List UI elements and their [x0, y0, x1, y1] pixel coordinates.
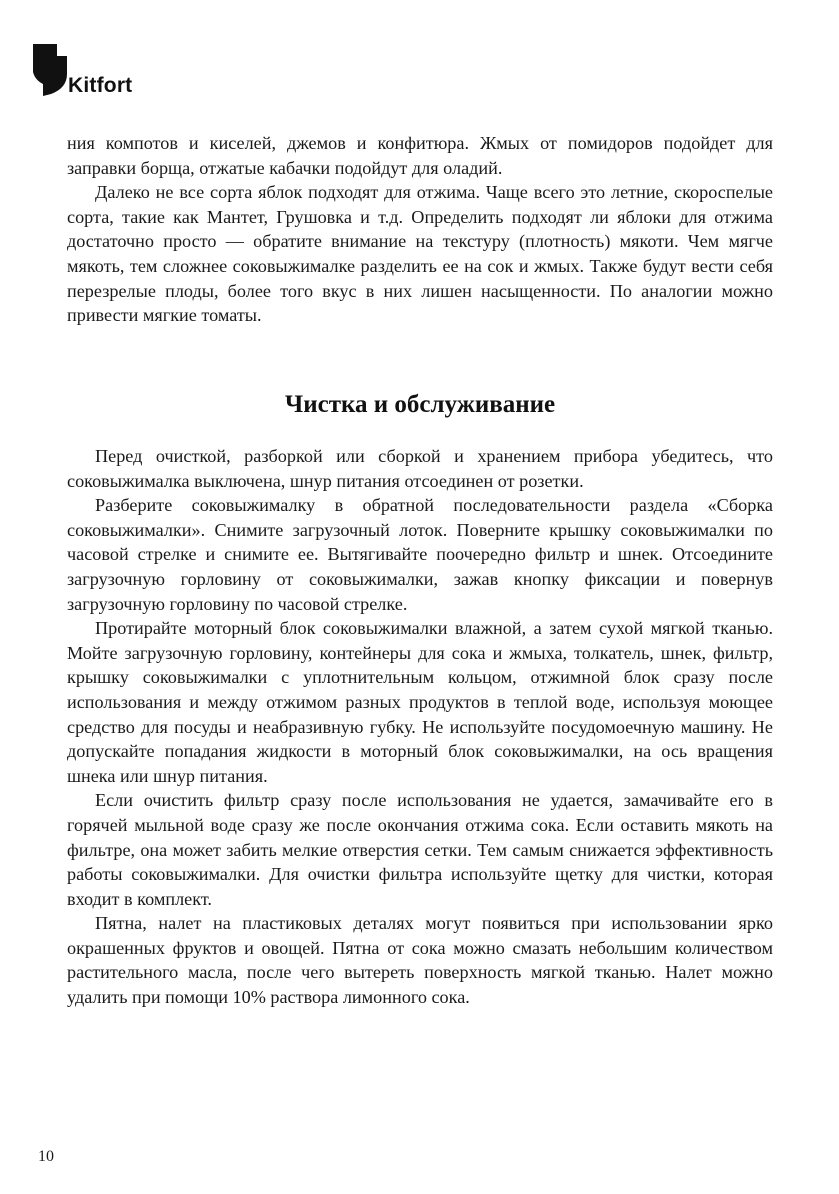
- brand-logo: [33, 44, 132, 96]
- intro-paragraph-2: Далеко не все сорта яблок подходят для отжима. Чаще всего это летние, скороспелые сорта, такие как Мантет, Грушовка и т.д. Определить подходят ли яблоки для отжима достаточно просто — обратите внимание на текстуру (плотность) мякоти. Чем мягче мякоть, тем сложнее соковыжималке разделить ее на сок и жмых. Также будут вести себя перезрелые плоды, более того вкус в них лишен насыщенности. По аналогии можно привести мягкие томаты.: [67, 182, 773, 326]
- section-paragraph-3: Протирайте моторный блок соковыжималки влажной, а затем сухой мягкой тканью. Мойте загрузочную горловину, контейнеры для сока и жмыха, толкатель, шнек, фильтр, крышку соковыжималки с уплотнительным кольцом, отжимной блок сразу после использования и между отжимом разных продуктов в теплой воде, используя моющее средство для посуды и неабразивную губку. Не используйте посудомоечную машину. Не допускайте попадания жидкости в моторный блок соковыжималки, на ось вращения шнека или шнур питания.: [67, 618, 773, 786]
- intro-text: [67, 131, 773, 328]
- section-paragraph-4: Если очистить фильтр сразу после использования не удается, замачивайте его в горячей мыльной воде сразу же после окончания отжима сока. Если оставить мякоть на фильтре, она может забить мелкие отверстия сетки. Тем самым снижается эффективность работы соковыжималки. Для очистки фильтра используйте щетку для чистки, которая входит в комплект.: [67, 790, 773, 909]
- intro-paragraph-1: ния компотов и киселей, джемов и конфитюра. Жмых от помидоров подойдет для заправки борща, отжатые кабачки подойдут для оладий.: [67, 133, 773, 178]
- section-title: Чистка и обслуживание: [284, 391, 556, 418]
- section-paragraph-5: Пятна, налет на пластиковых деталях могут появиться при использовании ярко окрашенных фруктов и овощей. Пятна от сока можно смазать небольшим количеством растительного масла, после чего вытереть поверхность мягкой тканью. Налет можно удалить при помощи 10% раствора лимонного сока.: [67, 913, 773, 1008]
- section-paragraph-2: Разберите соковыжималку в обратной последовательности раздела «Сборка соковыжималки». Снимите загрузочный лоток. Поверните крышку соковыжималки по часовой стрелке и снимите ее. Вытягивайте поочередно фильтр и шнек. Отсоедините загрузочную горловину от соковыжималки, зажав кнопку фиксации и повернув загрузочную горловину по часовой стрелке.: [67, 495, 773, 614]
- section-paragraph-1: Перед очисткой, разборкой или сборкой и хранением прибора убедитесь, что соковыжималка выключена, шнур питания отсоединен от розетки.: [67, 446, 773, 491]
- page-number: 10: [38, 1148, 54, 1165]
- brand-name: Kitfort: [68, 74, 133, 97]
- section-body: [67, 444, 773, 1010]
- logo-mark-icon: [33, 44, 67, 96]
